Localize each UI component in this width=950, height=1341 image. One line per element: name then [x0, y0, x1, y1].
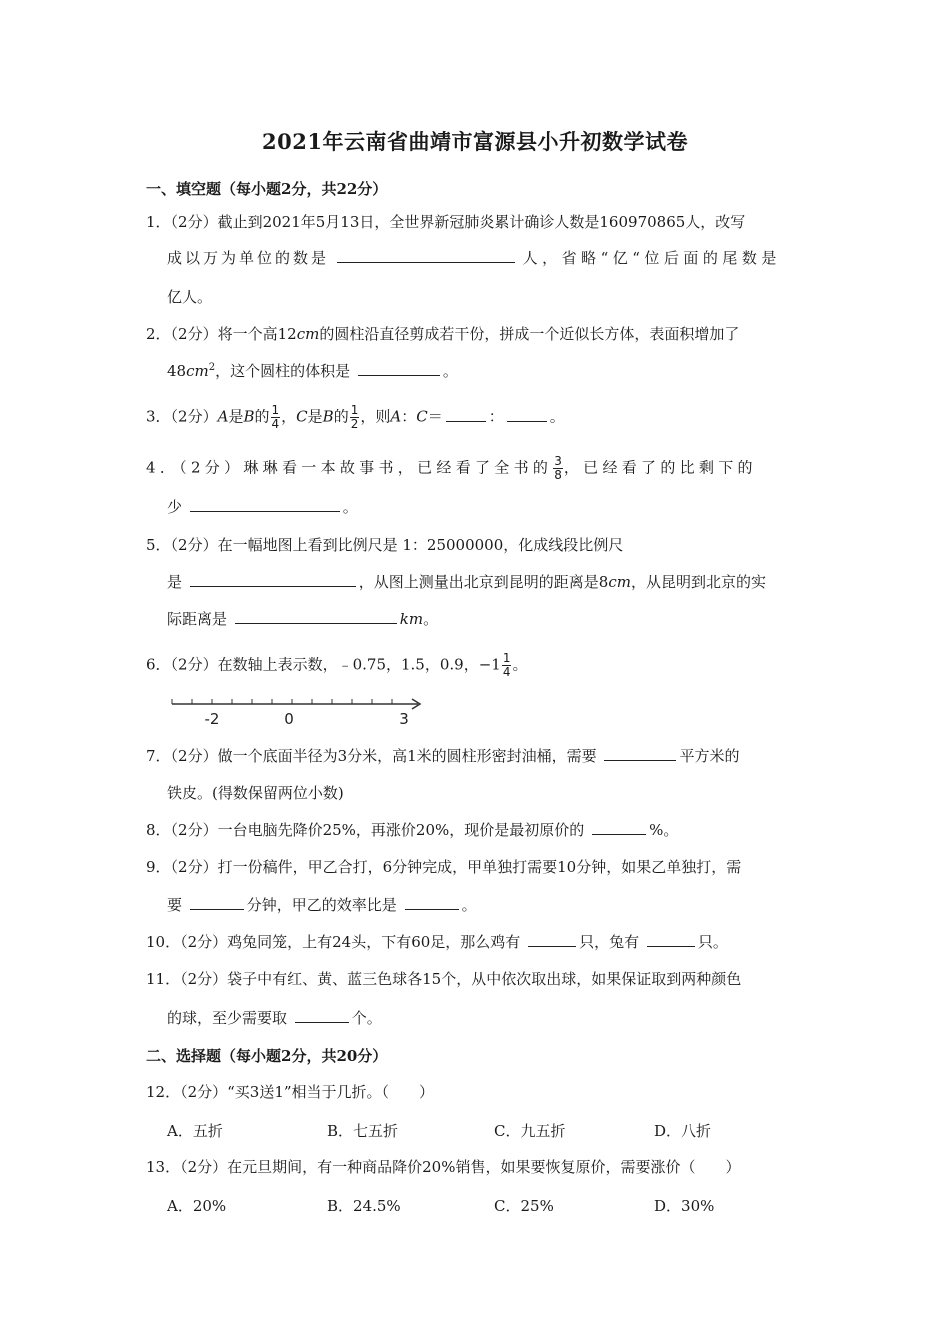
q5-text-5: 。 — [423, 610, 439, 628]
q5-text-4: 际距离是 — [167, 610, 228, 628]
q11-text-1: 的球，至少需要取 — [167, 1009, 288, 1027]
q3-text-8: ： — [401, 407, 417, 426]
q3-text-1: 3．（2分） — [146, 407, 218, 426]
q1-line-2 — [167, 248, 781, 268]
q6-text-1: 6．（2分）在数轴上表示数，﹣0.75，1.5，0.9，−1 — [146, 655, 501, 674]
q13-option-b[interactable]: B．24.5% — [327, 1197, 401, 1215]
q3-text-11: 。 — [549, 407, 565, 426]
q9-blank-1[interactable] — [190, 895, 244, 910]
number-line-label-3: 3 — [399, 710, 409, 728]
q7-text-2: 平方米的 — [679, 747, 740, 765]
q5-line-1: 5．（2分）在一幅地图上看到比例尺是 1：25000000，化成线段比例尺 — [146, 536, 624, 554]
q6-text-2: 。 — [512, 655, 528, 674]
q2-text-4: 。 — [442, 362, 458, 380]
q11-line-2 — [167, 1008, 382, 1028]
q13-option-a[interactable]: A．20% — [167, 1197, 227, 1215]
q4-fraction-num: 3 — [554, 454, 562, 468]
q11-blank[interactable] — [295, 1008, 349, 1023]
q8-blank[interactable] — [592, 820, 646, 835]
q2-text-1: 2．（2分）将一个高12 — [146, 325, 297, 343]
q9-text-3: 。 — [461, 896, 477, 914]
q10-blank-1[interactable] — [528, 932, 576, 947]
section-heading-choice: 二、选择题（每小题2分，共20分） — [146, 1047, 388, 1065]
q2-unit-2: cm — [186, 362, 209, 380]
q8-line — [146, 820, 678, 840]
q4-text-3: 少 — [167, 498, 183, 516]
q6-fraction-num: 1 — [502, 651, 511, 665]
q1-line-3: 亿人。 — [167, 288, 213, 306]
q5-unit-2: km — [399, 610, 424, 628]
q12-option-a[interactable]: A．五折 — [167, 1122, 223, 1140]
q3-fraction-2-num: 1 — [350, 403, 359, 417]
q4-line-2 — [167, 497, 358, 517]
q4-text-4: 。 — [342, 498, 358, 516]
q2-num: 48 — [167, 362, 187, 380]
q5-text-1: 是 — [167, 573, 183, 591]
q3-text-6: 的 — [333, 407, 349, 426]
q1-blank-1[interactable] — [337, 248, 515, 263]
q8-text-2: %。 — [649, 821, 679, 839]
q7-blank[interactable] — [604, 746, 676, 761]
q2-line-1 — [146, 324, 739, 344]
q3-var-a: A — [217, 407, 229, 426]
q3-text-7: ，则 — [360, 407, 391, 426]
q13-option-c[interactable]: C．25% — [494, 1197, 554, 1215]
q4-blank[interactable] — [190, 497, 340, 512]
q10-blank-2[interactable] — [647, 932, 695, 947]
q2-text-3: ，这个圆柱的体积是 — [215, 362, 351, 380]
q1-text-2: 人，省略“亿“位后面的尾数是 — [522, 249, 781, 267]
q5-unit-1: cm — [608, 573, 631, 591]
q3-blank-1[interactable] — [446, 407, 486, 422]
q3-var-a-2: A — [390, 407, 402, 426]
q4-line-1 — [146, 455, 757, 482]
q5-line-2 — [167, 572, 766, 592]
q3-text-5: 是 — [307, 407, 323, 426]
q2-blank[interactable] — [358, 361, 440, 376]
q2-line-2 — [167, 361, 458, 381]
exam-title: 2021年云南省曲靖市富源县小升初数学试卷 — [262, 129, 688, 154]
q3-blank-2[interactable] — [507, 407, 547, 422]
q10-text-2: 只，兔有 — [579, 933, 640, 951]
q3-var-b: B — [243, 407, 255, 426]
number-line — [168, 694, 430, 730]
q12-option-d[interactable]: D．八折 — [654, 1122, 712, 1140]
q10-text-1: 10．（2分）鸡兔同笼，上有24头，下有60足，那么鸡有 — [146, 933, 521, 951]
q9-line-1: 9．（2分）打一份稿件，甲乙合打，6分钟完成，甲单独打需要10分钟，如果乙单独打，需 — [146, 858, 742, 876]
q6-line — [146, 652, 527, 679]
q3-text-2: 是 — [228, 407, 244, 426]
number-line-label-neg2: -2 — [204, 710, 220, 728]
q10-line — [146, 932, 728, 952]
q3-var-c-2: C — [416, 407, 428, 426]
q3-fraction-1 — [271, 404, 281, 431]
q9-text-1: 要 — [167, 896, 183, 914]
q4-fraction-den: 8 — [554, 468, 562, 482]
number-line-label-0: 0 — [284, 710, 294, 728]
q4-text-1: 4．（2分）琳琳看一本故事书，已经看了全书的 — [146, 458, 553, 477]
q2-text-2: 的圆柱沿直径剪成若干份，拼成一个近似长方体，表面积增加了 — [319, 325, 740, 343]
q5-blank-1[interactable] — [190, 572, 356, 587]
q12-line: 12．（2分）“买3送1”相当于几折。（ ） — [146, 1083, 435, 1101]
q1-text-1: 成以万为单位的数是 — [167, 249, 330, 267]
q4-fraction — [553, 455, 563, 482]
q10-text-3: 只。 — [697, 933, 728, 951]
q9-text-2: 分钟，甲乙的效率比是 — [246, 896, 397, 914]
q5-blank-2[interactable] — [235, 609, 397, 624]
q3-text-3: 的 — [254, 407, 270, 426]
section-heading-fill-blanks: 一、填空题（每小题2分，共22分） — [146, 180, 388, 198]
q7-line-2: 铁皮。(得数保留两位小数) — [167, 784, 344, 802]
q1-line-1: 1．（2分）截止到2021年5月13日，全世界新冠肺炎累计确诊人数是160970865人，改写 — [146, 213, 746, 231]
q3-fraction-1-num: 1 — [271, 403, 280, 417]
q2-unit-1: cm — [296, 325, 320, 343]
q11-line-1: 11．（2分）袋子中有红、黄、蓝三色球各15个，从中依次取出球，如果保证取到两种颜色 — [146, 970, 742, 988]
q6-fraction — [502, 652, 512, 679]
q13-line: 13．（2分）在元旦期间，有一种商品降价20%销售，如果要恢复原价，需要涨价（ ） — [146, 1158, 741, 1176]
q3-text-10: ： — [488, 407, 504, 426]
q6-fraction-den: 4 — [502, 665, 511, 679]
q7-line-1 — [146, 746, 739, 766]
q5-line-3 — [167, 609, 438, 629]
q11-text-2: 个。 — [351, 1009, 382, 1027]
q3-fraction-2 — [350, 404, 360, 431]
q3-fraction-2-den: 2 — [350, 417, 359, 431]
q4-text-2: ，已经看了的比剩下的 — [563, 458, 757, 477]
q12-option-b[interactable]: B．七五折 — [327, 1122, 399, 1140]
q3-var-c: C — [296, 407, 308, 426]
q9-line-2 — [167, 895, 477, 915]
q8-text-1: 8．（2分）一台电脑先降价25%，再涨价20%，现价是最初原价的 — [146, 821, 585, 839]
q5-text-3: ，从昆明到北京的实 — [630, 573, 766, 591]
q7-text-1: 7．（2分）做一个底面半径为3分米，高1米的圆柱形密封油桶，需要 — [146, 747, 597, 765]
q3-line — [146, 404, 565, 431]
q3-var-b-2: B — [322, 407, 334, 426]
q5-text-2: ，从图上测量出北京到昆明的距离是8 — [358, 573, 609, 591]
q13-option-d[interactable]: D．30% — [654, 1197, 715, 1215]
q3-text-4: ， — [281, 407, 297, 426]
q3-text-9: ＝ — [427, 407, 443, 426]
q12-option-c[interactable]: C．九五折 — [494, 1122, 566, 1140]
q2-exponent: 2 — [208, 362, 216, 373]
q9-blank-2[interactable] — [405, 895, 459, 910]
q3-fraction-1-den: 4 — [271, 417, 280, 431]
